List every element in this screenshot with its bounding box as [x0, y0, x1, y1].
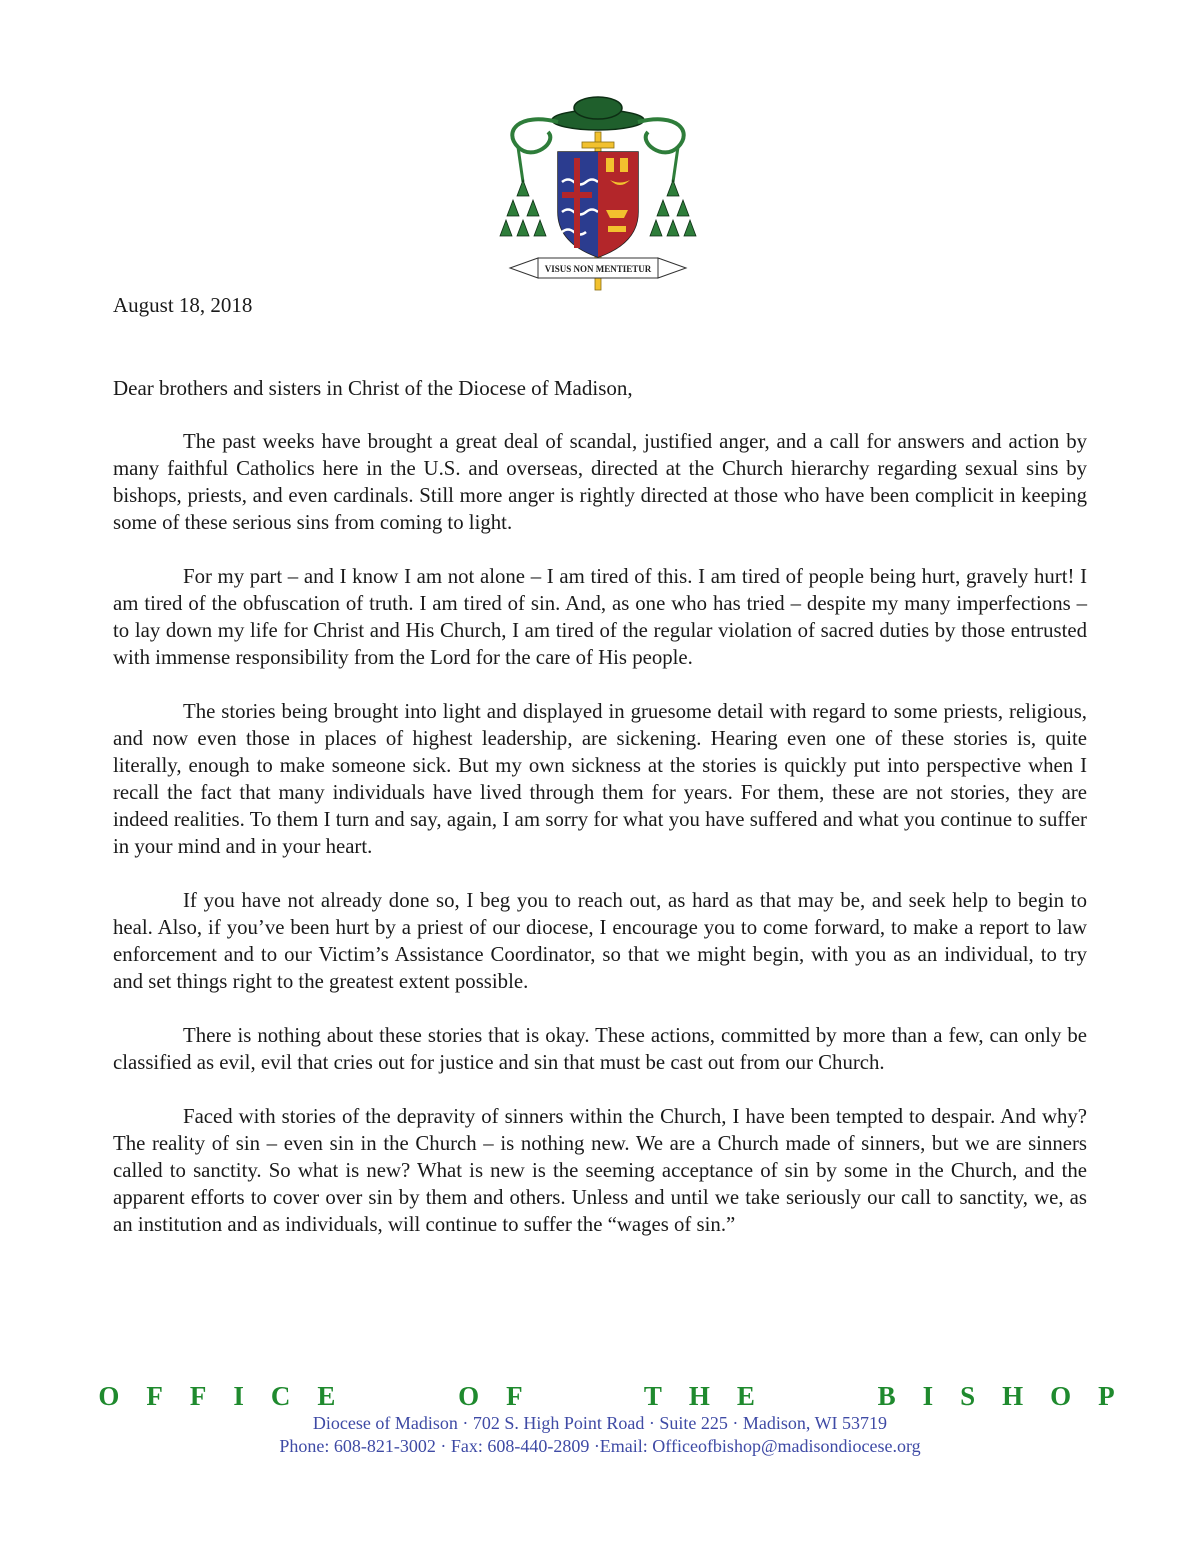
office-title: OFFICE OF THE BISHOP	[98, 1381, 1142, 1411]
body-paragraph: There is nothing about these stories that is okay. These actions, committed by more than a few, can only be classified as evil, evil that cries out for justice and sin that must be cast out from our Church.	[113, 1024, 1087, 1074]
letter-date: August 18, 2018	[113, 293, 253, 317]
letterhead-footer	[0, 1380, 1200, 1458]
body-paragraph: The past weeks have brought a great deal of scandal, justified anger, and a call for answers and action by many faithful Catholics here in the U.S. and overseas, directed at the Church hierarchy regarding sexual sins by bishops, priests, and even cardinals. Still more anger is rightly directed at those who have been complicit in keeping some of these serious sins from coming to light.	[113, 430, 1087, 534]
address-line: Diocese of Madison · 702 S. High Point Road · Suite 225 · Madison, WI 53719	[312, 1413, 888, 1433]
episcopal-coat-of-arms	[498, 92, 698, 292]
contact-line: Phone: 608-821-3002 · Fax: 608-440-2809 ·Email: Officeofbishop@madisondiocese.org	[279, 1436, 921, 1456]
letter-salutation: Dear brothers and sisters in Christ of the Diocese of Madison,	[113, 376, 633, 400]
letter-body	[113, 428, 1087, 1265]
body-paragraph: Faced with stories of the depravity of sinners within the Church, I have been tempted to despair. And why? The reality of sin – even sin in the Church – is nothing new. We are a Church made of sinners, but we are sinners called to sanctity. So what is new? What is new is the seeming acceptance of sin by some in the Church, and the apparent efforts to cover over sin by them and others. Unless and until we take seriously our call to sanctity, we, as an institution and as individuals, will continue to suffer the “wages of sin.”	[113, 1105, 1087, 1236]
body-paragraph: For my part – and I know I am not alone – I am tired of this. I am tired of people being hurt, gravely hurt! I am tired of the obfuscation of truth. I am tired of sin. And, as one who has tried – despite my many imperfections – to lay down my life for Christ and His Church, I am tired of the regular violation of sacred duties by those entrusted with immense responsibility from the Lord for the care of His people.	[113, 565, 1087, 669]
body-paragraph: The stories being brought into light and displayed in gruesome detail with regard to some priests, religious, and now even those in places of highest leadership, are sickening. Hearing even one of these stories is, quite literally, enough to make someone sick. But my own sickness at the stories is quickly put into perspective when I recall the fact that many individuals have lived through them for years. For them, these are not stories, they are indeed realities. To them I turn and say, again, I am sorry for what you have suffered and what you continue to suffer in your mind and in your heart.	[113, 700, 1087, 858]
motto-text: VISUS NON MENTIETUR	[544, 264, 652, 274]
body-paragraph: If you have not already done so, I beg you to reach out, as hard as that may be, and seek help to begin to heal. Also, if you’ve been hurt by a priest of our diocese, I encourage you to come forward, to make a report to law enforcement and to our Victim’s Assistance Coordinator, so that we might begin, with you as an individual, to try and set things right to the greatest extent possible.	[113, 889, 1087, 993]
